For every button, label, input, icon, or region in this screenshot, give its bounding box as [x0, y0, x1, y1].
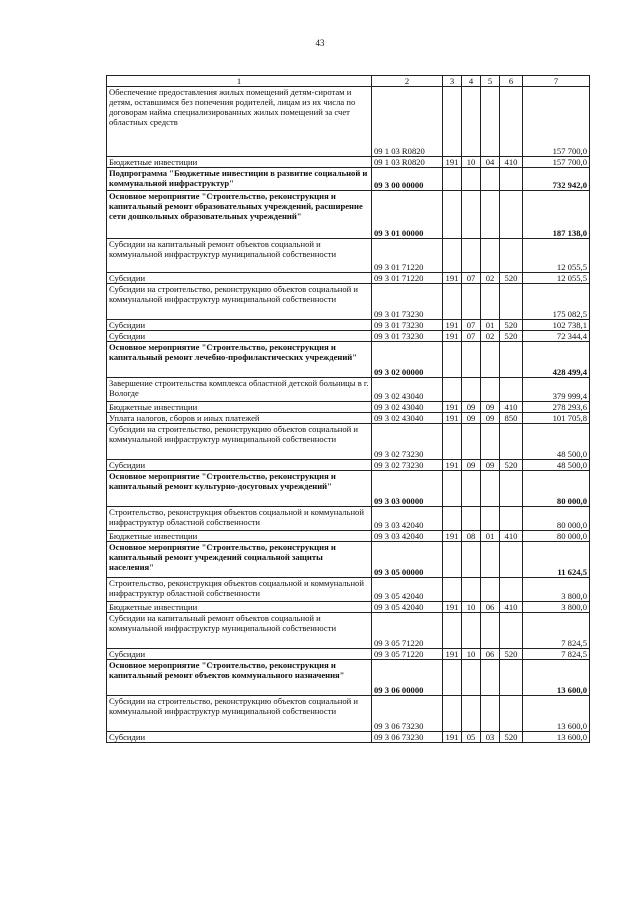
row-col4-cell: 10 — [462, 602, 481, 613]
row-col3-cell — [443, 342, 462, 378]
row-sum-cell: 101 705,8 — [523, 413, 590, 424]
row-col4-cell: 09 — [462, 460, 481, 471]
row-col5-cell — [481, 696, 500, 732]
row-col3-cell — [443, 87, 462, 157]
row-col6-cell: 520 — [500, 320, 523, 331]
row-col3-cell — [443, 168, 462, 191]
row-sum-cell: 13 600,0 — [523, 696, 590, 732]
row-sum-cell: 48 500,0 — [523, 460, 590, 471]
row-col5-cell — [481, 613, 500, 649]
row-name-cell: Завершение строительства комплекса областной детской больницы в г. Вологде — [107, 378, 372, 402]
row-col5-cell — [481, 578, 500, 602]
row-col5-cell: 01 — [481, 320, 500, 331]
row-code-cell: 09 3 02 73230 — [372, 424, 443, 460]
row-code-cell: 09 3 06 73230 — [372, 732, 443, 743]
row-col3-cell: 191 — [443, 602, 462, 613]
row-col4-cell: 07 — [462, 331, 481, 342]
row-col5-cell: 06 — [481, 649, 500, 660]
row-col4-cell: 05 — [462, 732, 481, 743]
table-row — [107, 331, 590, 342]
row-col6-cell: 520 — [500, 732, 523, 743]
row-col4-cell — [462, 696, 481, 732]
table-row — [107, 471, 590, 507]
row-col4-cell — [462, 168, 481, 191]
row-col5-cell — [481, 342, 500, 378]
row-col6-cell — [500, 471, 523, 507]
row-col6-cell: 410 — [500, 402, 523, 413]
table-row — [107, 613, 590, 649]
row-col4-cell: 10 — [462, 649, 481, 660]
row-col6-cell: 520 — [500, 273, 523, 284]
row-col4-cell: 08 — [462, 531, 481, 542]
row-sum-cell: 278 293,6 — [523, 402, 590, 413]
table-row — [107, 507, 590, 531]
row-col3-cell — [443, 613, 462, 649]
row-col5-cell — [481, 168, 500, 191]
row-name-cell: Бюджетные инвестиции — [107, 157, 372, 168]
row-col5-cell — [481, 542, 500, 578]
row-col4-cell — [462, 284, 481, 320]
row-col3-cell — [443, 424, 462, 460]
row-sum-cell: 7 824,5 — [523, 649, 590, 660]
row-code-cell: 09 3 01 73230 — [372, 331, 443, 342]
row-col3-cell — [443, 471, 462, 507]
row-col3-cell — [443, 378, 462, 402]
table-row — [107, 402, 590, 413]
table-row — [107, 239, 590, 273]
header-col-7: 7 — [523, 76, 590, 87]
row-col4-cell — [462, 542, 481, 578]
row-sum-cell: 428 499,4 — [523, 342, 590, 378]
row-col3-cell: 191 — [443, 649, 462, 660]
table-row — [107, 320, 590, 331]
row-col5-cell — [481, 507, 500, 531]
row-col4-cell — [462, 471, 481, 507]
row-code-cell: 09 3 05 42040 — [372, 602, 443, 613]
row-name-cell: Основное мероприятие "Строительство, реконструкция и капитальный ремонт учреждений социальной защиты населения" — [107, 542, 372, 578]
header-col-4: 4 — [462, 76, 481, 87]
row-name-cell: Бюджетные инвестиции — [107, 602, 372, 613]
row-col4-cell — [462, 424, 481, 460]
row-col5-cell — [481, 378, 500, 402]
row-col5-cell — [481, 284, 500, 320]
table-row — [107, 157, 590, 168]
row-col3-cell: 191 — [443, 273, 462, 284]
row-col3-cell — [443, 578, 462, 602]
row-code-cell: 09 3 05 71220 — [372, 649, 443, 660]
row-name-cell: Субсидии на строительство, реконструкцию объектов социальной и коммунальной инфраструктур муниципальной собственности — [107, 284, 372, 320]
row-code-cell: 09 3 02 73230 — [372, 460, 443, 471]
row-code-cell: 09 3 03 42040 — [372, 531, 443, 542]
row-col6-cell: 520 — [500, 331, 523, 342]
header-row — [107, 76, 590, 87]
row-code-cell: 09 3 02 00000 — [372, 342, 443, 378]
row-name-cell: Основное мероприятие "Строительство, реконструкция и капитальный ремонт образовательных учреждений, расширение сети дошкольных образовательных учреждений" — [107, 191, 372, 239]
header-col-1: 1 — [107, 76, 372, 87]
row-name-cell: Основное мероприятие "Строительство, реконструкция и капитальный ремонт лечебно-профилактических учреждений" — [107, 342, 372, 378]
row-code-cell: 09 3 05 42040 — [372, 578, 443, 602]
row-sum-cell: 7 824,5 — [523, 613, 590, 649]
row-code-cell: 09 3 06 73230 — [372, 696, 443, 732]
row-name-cell: Субсидии — [107, 320, 372, 331]
row-col5-cell: 02 — [481, 273, 500, 284]
row-name-cell: Субсидии на капитальный ремонт объектов социальной и коммунальной инфраструктур муниципальной собственности — [107, 613, 372, 649]
row-code-cell: 09 3 01 73230 — [372, 284, 443, 320]
row-code-cell: 09 3 02 43040 — [372, 378, 443, 402]
row-sum-cell: 157 700,0 — [523, 87, 590, 157]
table-row — [107, 191, 590, 239]
row-sum-cell: 13 600,0 — [523, 660, 590, 696]
row-col4-cell — [462, 87, 481, 157]
row-col4-cell — [462, 342, 481, 378]
row-col6-cell — [500, 578, 523, 602]
row-code-cell: 09 3 05 00000 — [372, 542, 443, 578]
row-code-cell: 09 3 02 43040 — [372, 413, 443, 424]
row-sum-cell: 157 700,0 — [523, 157, 590, 168]
row-col6-cell — [500, 613, 523, 649]
row-col3-cell: 191 — [443, 732, 462, 743]
row-col3-cell: 191 — [443, 402, 462, 413]
row-sum-cell: 80 000,0 — [523, 531, 590, 542]
row-col6-cell: 410 — [500, 157, 523, 168]
row-code-cell: 09 3 01 71220 — [372, 239, 443, 273]
row-col6-cell — [500, 696, 523, 732]
row-code-cell: 09 3 01 71220 — [372, 273, 443, 284]
row-col3-cell — [443, 191, 462, 239]
row-col4-cell: 07 — [462, 273, 481, 284]
table-header — [107, 76, 590, 87]
row-col6-cell — [500, 284, 523, 320]
row-sum-cell: 80 000,0 — [523, 471, 590, 507]
row-col5-cell: 03 — [481, 732, 500, 743]
table-row — [107, 542, 590, 578]
row-col5-cell — [481, 87, 500, 157]
table-body — [107, 87, 590, 743]
header-col-3: 3 — [443, 76, 462, 87]
table-row — [107, 342, 590, 378]
row-sum-cell: 80 000,0 — [523, 507, 590, 531]
row-col4-cell: 07 — [462, 320, 481, 331]
row-sum-cell: 379 999,4 — [523, 378, 590, 402]
row-name-cell: Субсидии на строительство, реконструкцию объектов социальной и коммунальной инфраструктур муниципальной собственности — [107, 696, 372, 732]
row-code-cell: 09 3 06 00000 — [372, 660, 443, 696]
row-name-cell: Бюджетные инвестиции — [107, 402, 372, 413]
table-row — [107, 460, 590, 471]
row-col3-cell: 191 — [443, 413, 462, 424]
budget-table — [106, 75, 590, 743]
row-code-cell: 09 3 05 71220 — [372, 613, 443, 649]
row-col6-cell: 850 — [500, 413, 523, 424]
row-name-cell: Субсидии — [107, 732, 372, 743]
row-col3-cell — [443, 284, 462, 320]
row-col3-cell — [443, 239, 462, 273]
row-sum-cell: 72 344,4 — [523, 331, 590, 342]
row-col3-cell: 191 — [443, 460, 462, 471]
header-col-2: 2 — [372, 76, 443, 87]
row-col5-cell: 04 — [481, 157, 500, 168]
row-name-cell: Бюджетные инвестиции — [107, 531, 372, 542]
row-col3-cell — [443, 696, 462, 732]
row-col4-cell — [462, 507, 481, 531]
row-name-cell: Субсидии — [107, 460, 372, 471]
row-name-cell: Подпрограмма "Бюджетные инвестиции в развитие социальной и коммунальной инфраструктур" — [107, 168, 372, 191]
table-row — [107, 531, 590, 542]
row-col6-cell — [500, 87, 523, 157]
row-col6-cell — [500, 191, 523, 239]
row-col3-cell: 191 — [443, 531, 462, 542]
row-col5-cell: 02 — [481, 331, 500, 342]
row-name-cell: Основное мероприятие "Строительство, реконструкция и капитальный ремонт культурно-досуговых учреждений" — [107, 471, 372, 507]
row-sum-cell: 175 082,5 — [523, 284, 590, 320]
header-col-5: 5 — [481, 76, 500, 87]
row-col4-cell: 10 — [462, 157, 481, 168]
row-col6-cell: 520 — [500, 460, 523, 471]
row-col3-cell — [443, 660, 462, 696]
row-col4-cell: 09 — [462, 402, 481, 413]
row-sum-cell: 3 800,0 — [523, 602, 590, 613]
row-col4-cell — [462, 378, 481, 402]
row-col3-cell: 191 — [443, 157, 462, 168]
row-name-cell: Обеспечение предоставления жилых помещений детям-сиротам и детям, оставшимся без попечения родителей, лицам из их числа по договорам найма специализированных жилых помещений за счет областных средств — [107, 87, 372, 157]
row-col3-cell: 191 — [443, 331, 462, 342]
row-col5-cell: 09 — [481, 402, 500, 413]
row-sum-cell: 3 800,0 — [523, 578, 590, 602]
table-row — [107, 660, 590, 696]
row-name-cell: Субсидии — [107, 331, 372, 342]
row-col4-cell — [462, 191, 481, 239]
table-row — [107, 273, 590, 284]
table-row — [107, 578, 590, 602]
row-col6-cell — [500, 378, 523, 402]
table-row — [107, 424, 590, 460]
row-name-cell: Субсидии — [107, 649, 372, 660]
row-code-cell: 09 1 03 R0820 — [372, 157, 443, 168]
row-col3-cell: 191 — [443, 320, 462, 331]
table-row — [107, 378, 590, 402]
table-row — [107, 649, 590, 660]
row-col6-cell — [500, 424, 523, 460]
row-sum-cell: 11 624,5 — [523, 542, 590, 578]
row-col5-cell: 09 — [481, 413, 500, 424]
row-sum-cell: 732 942,0 — [523, 168, 590, 191]
table-row — [107, 168, 590, 191]
row-code-cell: 09 1 03 R0820 — [372, 87, 443, 157]
row-col4-cell — [462, 239, 481, 273]
row-name-cell: Основное мероприятие "Строительство, реконструкция и капитальный ремонт объектов коммунального назначения" — [107, 660, 372, 696]
row-col5-cell — [481, 660, 500, 696]
row-col4-cell — [462, 578, 481, 602]
row-col6-cell — [500, 168, 523, 191]
row-code-cell: 09 3 01 00000 — [372, 191, 443, 239]
row-code-cell: 09 3 01 73230 — [372, 320, 443, 331]
row-col6-cell: 520 — [500, 649, 523, 660]
row-col6-cell — [500, 660, 523, 696]
row-col5-cell: 01 — [481, 531, 500, 542]
row-col5-cell: 06 — [481, 602, 500, 613]
row-col4-cell — [462, 660, 481, 696]
row-name-cell: Уплата налогов, сборов и иных платежей — [107, 413, 372, 424]
row-col5-cell — [481, 191, 500, 239]
row-col6-cell — [500, 542, 523, 578]
row-col5-cell — [481, 239, 500, 273]
page-number: 43 — [315, 38, 325, 48]
table-row — [107, 602, 590, 613]
row-code-cell: 09 3 03 42040 — [372, 507, 443, 531]
row-col5-cell — [481, 471, 500, 507]
row-sum-cell: 48 500,0 — [523, 424, 590, 460]
row-name-cell: Субсидии на капитальный ремонт объектов социальной и коммунальной инфраструктур муниципальной собственности — [107, 239, 372, 273]
row-name-cell: Субсидии на строительство, реконструкцию объектов социальной и коммунальной инфраструктур муниципальной собственности — [107, 424, 372, 460]
table-row — [107, 732, 590, 743]
row-col5-cell — [481, 424, 500, 460]
row-sum-cell: 13 600,0 — [523, 732, 590, 743]
row-name-cell: Субсидии — [107, 273, 372, 284]
row-sum-cell: 12 055,5 — [523, 273, 590, 284]
table-row — [107, 696, 590, 732]
header-col-6: 6 — [500, 76, 523, 87]
row-col6-cell: 410 — [500, 531, 523, 542]
row-sum-cell: 187 138,0 — [523, 191, 590, 239]
row-col6-cell — [500, 507, 523, 531]
table-row — [107, 284, 590, 320]
row-col6-cell — [500, 342, 523, 378]
row-code-cell: 09 3 03 00000 — [372, 471, 443, 507]
row-sum-cell: 12 055,5 — [523, 239, 590, 273]
row-code-cell: 09 3 02 43040 — [372, 402, 443, 413]
row-name-cell: Строительство, реконструкция объектов социальной и коммунальной инфраструктур областной собственности — [107, 507, 372, 531]
table-row — [107, 413, 590, 424]
row-code-cell: 09 3 00 00000 — [372, 168, 443, 191]
table-row — [107, 87, 590, 157]
row-col3-cell — [443, 507, 462, 531]
row-name-cell: Строительство, реконструкция объектов социальной и коммунальной инфраструктур областной собственности — [107, 578, 372, 602]
row-col3-cell — [443, 542, 462, 578]
row-sum-cell: 102 738,1 — [523, 320, 590, 331]
row-col5-cell: 09 — [481, 460, 500, 471]
row-col6-cell — [500, 239, 523, 273]
row-col4-cell: 09 — [462, 413, 481, 424]
row-col4-cell — [462, 613, 481, 649]
row-col6-cell: 410 — [500, 602, 523, 613]
